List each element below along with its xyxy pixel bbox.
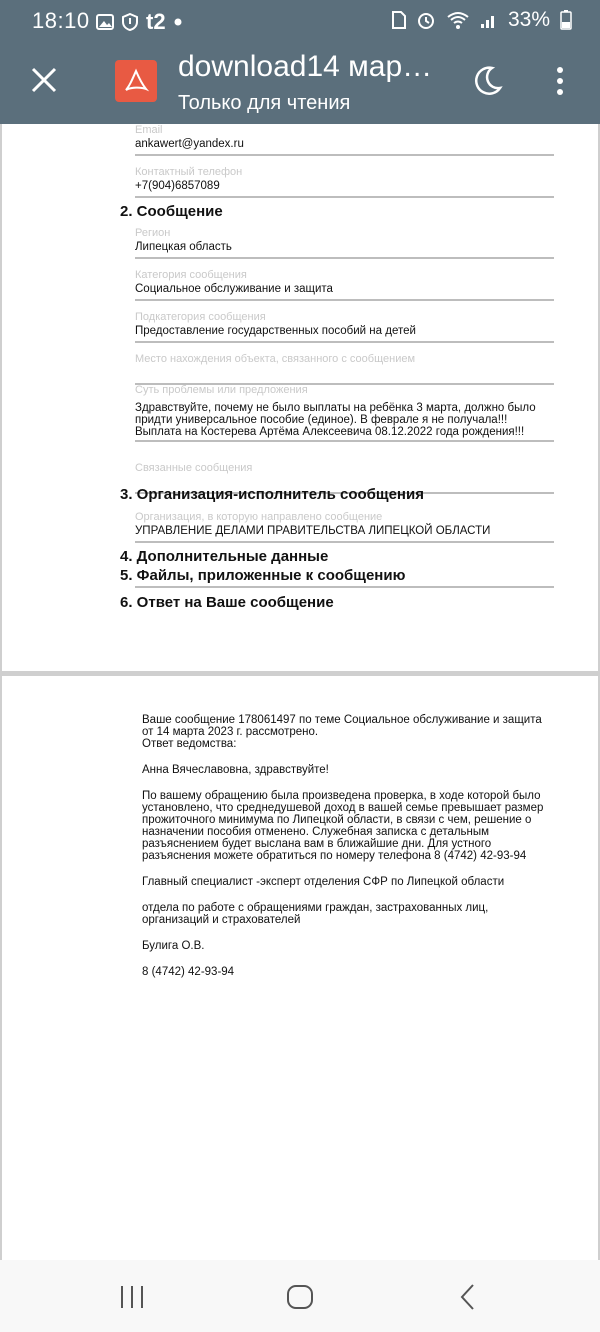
email-label: Email: [135, 124, 163, 136]
close-icon[interactable]: [30, 66, 58, 94]
recent-apps-icon[interactable]: [117, 1282, 147, 1312]
category-field: [135, 269, 554, 301]
signal-icon: [480, 11, 498, 29]
related-label: Связанные сообщения: [135, 462, 253, 474]
document-subtitle: Только для чтения: [178, 92, 351, 114]
email-value: ankawert@yandex.ru: [135, 138, 554, 156]
response-body: По вашему обращению была произведена проверка, в ходе которой было установлено, что среднедушевой доход в вашей семье превышает размер прожиточного минимума по Липецкой области, в связи с чем, решение о назначении пособия отменено. Служебная записка с детальным разъяснением будет выслана вам в ближайшие дни. Для устного разъяснения можете обратиться по номеру телефона 8 (4742) 42-93-94: [142, 790, 544, 862]
status-time: 18:10: [32, 8, 90, 33]
location-label: Место нахождения объекта, связанного с сообщением: [135, 353, 416, 365]
region-label: Регион: [135, 227, 171, 239]
carrier-logo: t2: [146, 9, 166, 34]
subcategory-field: [135, 311, 554, 343]
pdf-page-2[interactable]: [2, 676, 598, 1260]
location-value: [135, 367, 554, 385]
response-letter: [142, 714, 552, 978]
problem-field: [135, 384, 554, 442]
org-value: УПРАВЛЕНИЕ ДЕЛАМИ ПРАВИТЕЛЬСТВА ЛИПЕЦКОЙ ОБЛАСТИ: [135, 525, 554, 543]
pdf-icon: [115, 60, 157, 102]
section-6-heading: 6. Ответ на Ваше сообщение: [120, 594, 334, 611]
document-title: download14 мар…: [178, 50, 433, 83]
response-signature: Булига О.В.: [142, 940, 205, 952]
response-department: отдела по работе с обращениями граждан, застрахованных лиц, организаций и страхователей: [142, 902, 489, 926]
wifi-icon: [446, 11, 470, 29]
phone-label: Контактный телефон: [135, 166, 243, 178]
response-phone: 8 (4742) 42-93-94: [142, 966, 235, 978]
location-field: [135, 353, 554, 385]
section-divider: [135, 586, 554, 588]
section-2-heading: 2. Сообщение: [120, 203, 223, 220]
section-4-heading: 4. Дополнительные данные: [120, 548, 329, 565]
problem-value: Здравствуйте, почему не было выплаты на ребёнка 3 марта, должно было придти универсальное пособие (единое). В феврале я не получала!!! Выплата на Костерева Артёма Алексеевича 08.12.2022 года рождения!!!: [135, 398, 554, 442]
sim-icon: [392, 11, 406, 29]
app-bar: [0, 40, 600, 124]
category-value: Социальное обслуживание и защита: [135, 283, 554, 301]
region-value: Липецкая область: [135, 241, 554, 259]
battery-text: 33%: [507, 8, 550, 31]
pdf-page-1[interactable]: [2, 124, 598, 671]
problem-label: Суть проблемы или предложения: [135, 384, 308, 396]
response-label: Ответ ведомства:: [142, 738, 237, 750]
subcategory-value: Предоставление государственных пособий на детей: [135, 325, 554, 343]
alarm-icon: [416, 10, 436, 30]
night-mode-icon[interactable]: [470, 64, 504, 98]
org-field: [135, 511, 554, 543]
status-bar: [0, 0, 600, 40]
email-field: [135, 124, 554, 156]
region-field: [135, 227, 554, 259]
section-3-heading: 3. Организация-исполнитель сообщения: [120, 486, 424, 503]
subcategory-label: Подкатегория сообщения: [135, 311, 266, 323]
battery-icon: [560, 10, 572, 30]
section-5-heading: 5. Файлы, приложенные к сообщению: [120, 567, 406, 584]
response-intro: Ваше сообщение 178061497 по теме Социальное обслуживание и защита от 14 марта 2023 г. рассмотрено.: [142, 714, 542, 738]
home-icon[interactable]: [285, 1282, 315, 1312]
shield-icon: [122, 13, 138, 31]
phone-value: +7(904)6857089: [135, 180, 554, 198]
category-label: Категория сообщения: [135, 269, 247, 281]
phone-field: [135, 166, 554, 198]
more-options-icon[interactable]: [553, 66, 567, 96]
org-label: Организация, в которую направлено сообщение: [135, 511, 383, 523]
navigation-bar: [0, 1260, 600, 1332]
response-greeting: Анна Вячеславовна, здравствуйте!: [142, 764, 329, 776]
back-icon[interactable]: [453, 1282, 483, 1312]
dot-icon: [174, 18, 182, 26]
gallery-icon: [96, 14, 114, 30]
response-position: Главный специалист -эксперт отделения СФР по Липецкой области: [142, 876, 505, 888]
